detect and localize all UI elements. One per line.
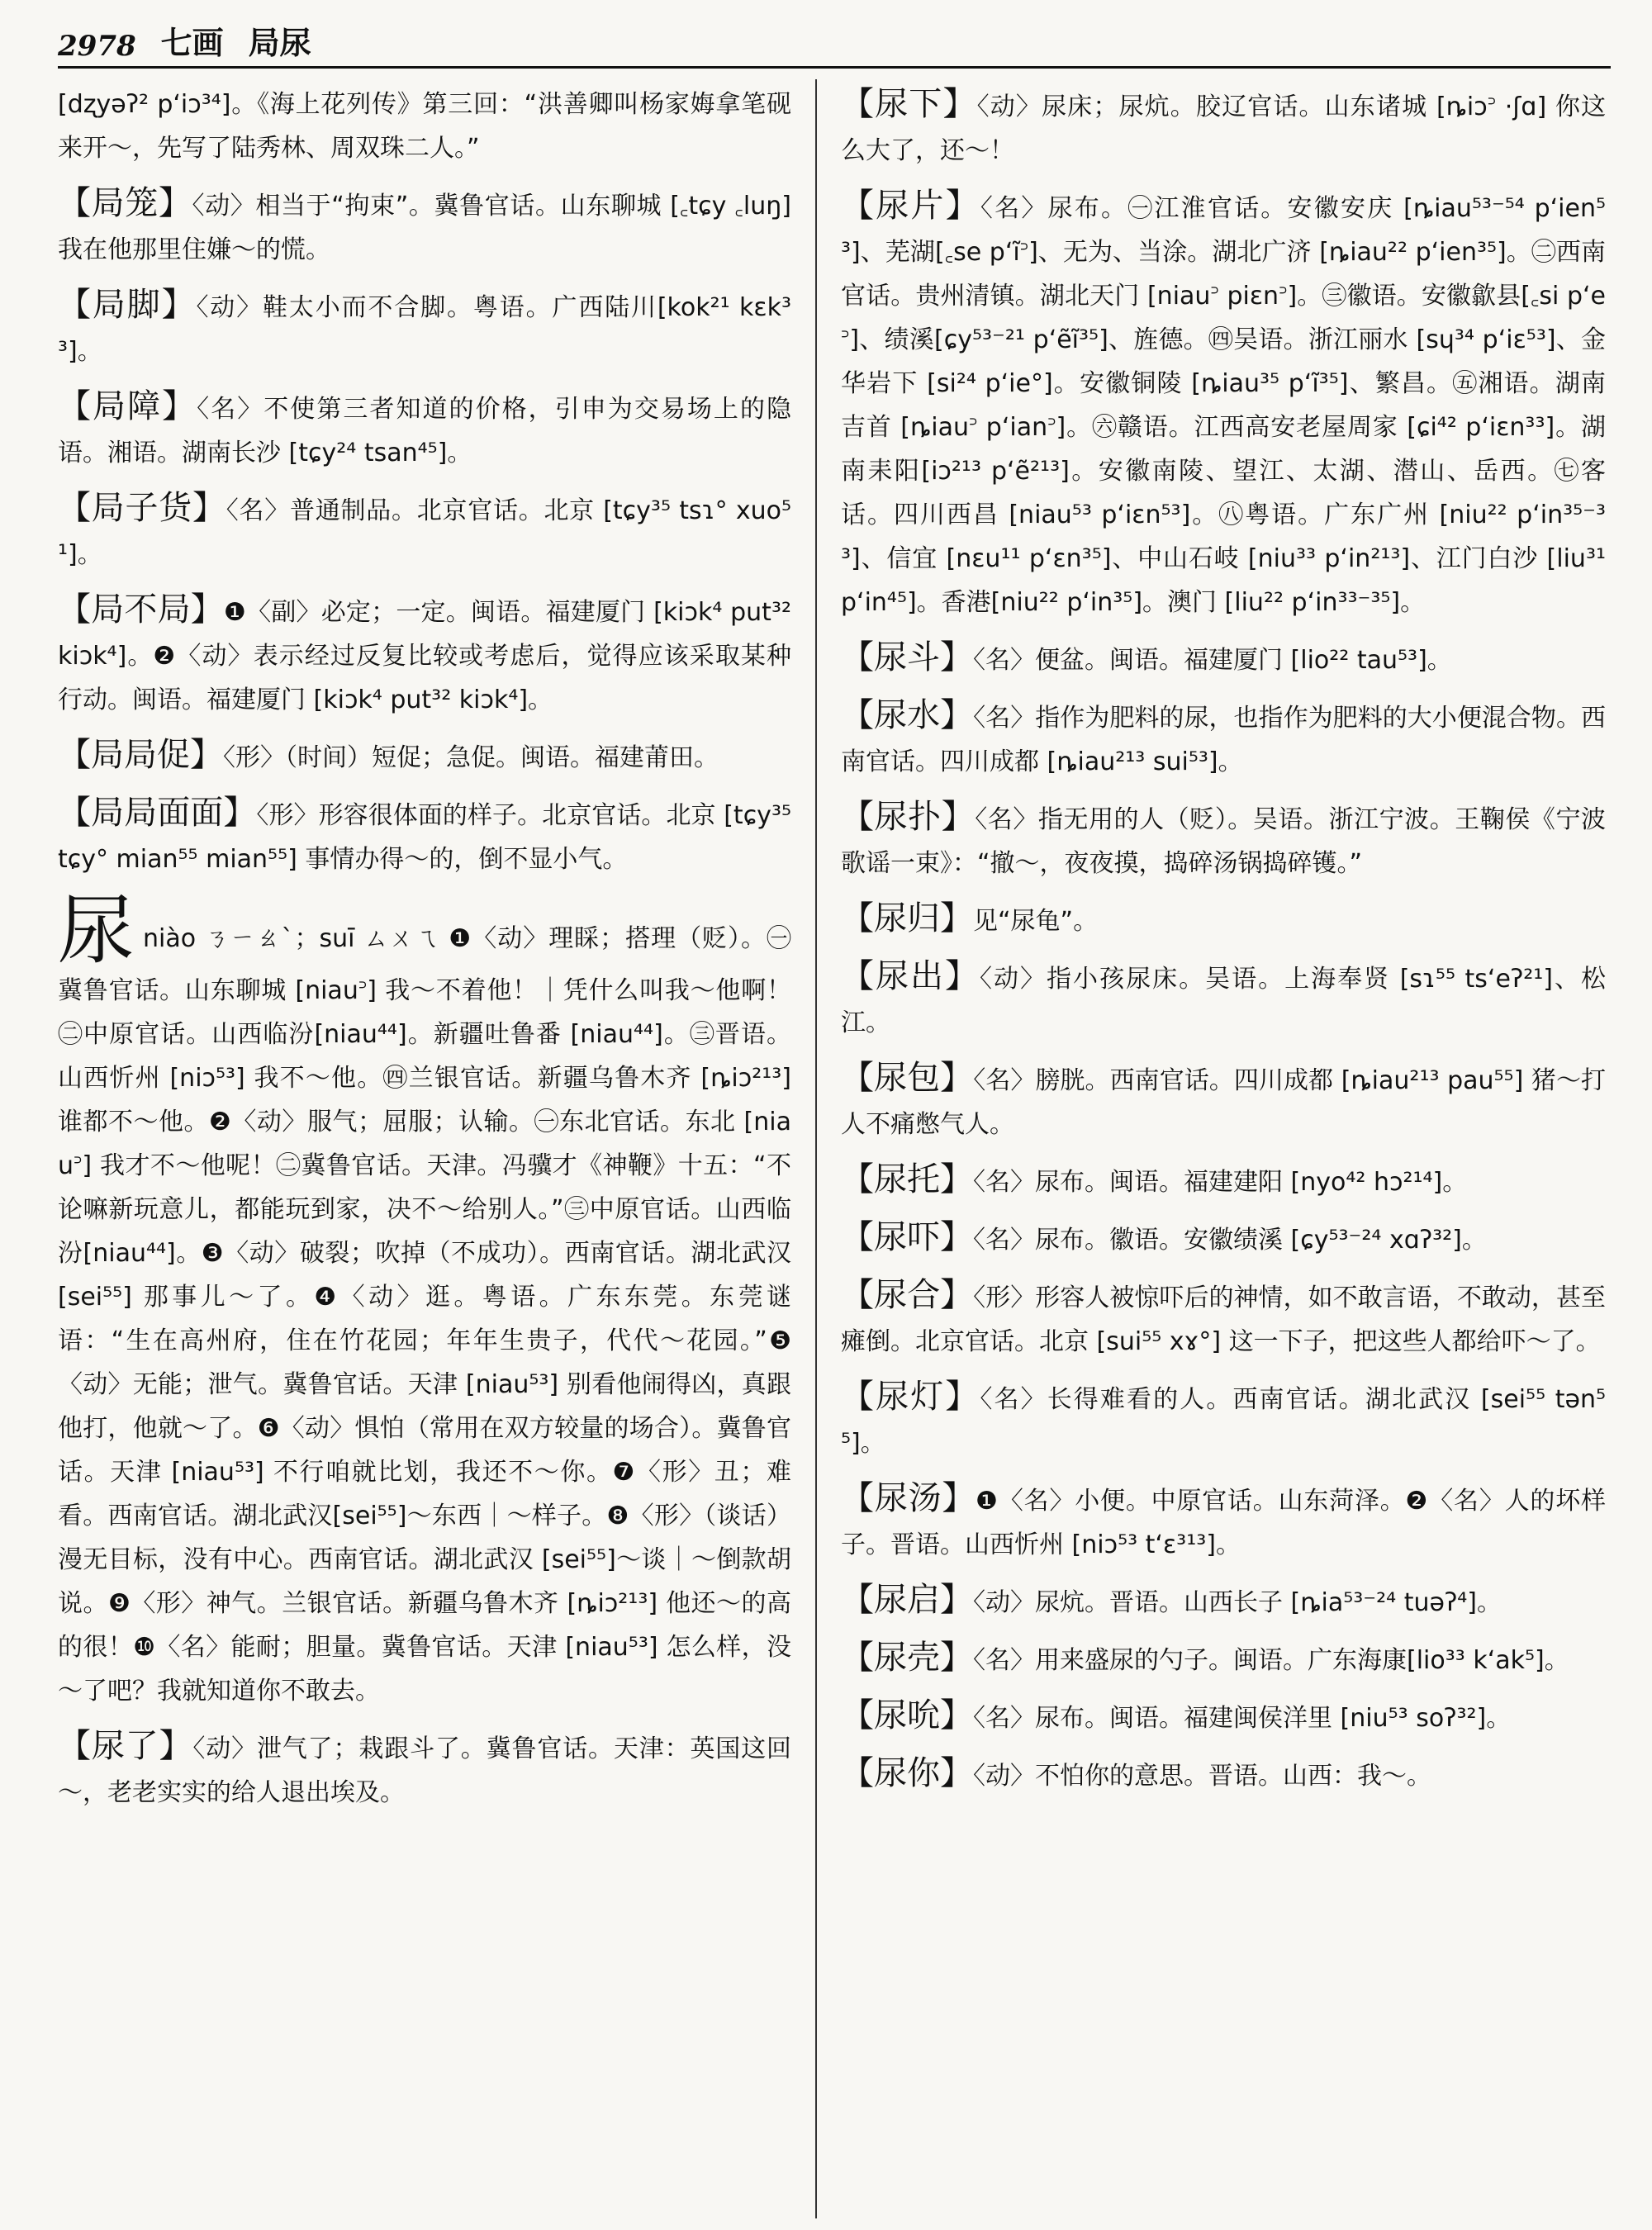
entry-text: 〈动〉不怕你的意思。晋语。山西：我～。 <box>973 1762 1431 1791</box>
dictionary-entry <box>841 83 1606 173</box>
entry-headword: 【尿出】 <box>841 957 980 995</box>
entry-headword: 【尿吓】 <box>841 1218 973 1256</box>
dictionary-entry <box>841 694 1606 784</box>
entry-headword: 【尿壳】 <box>841 1639 973 1677</box>
entry-headword: 【尿归】 <box>841 899 973 937</box>
entry-headword: 【局脚】 <box>58 286 197 324</box>
entry-headword: 【尿吮】 <box>841 1696 973 1734</box>
dictionary-entry <box>841 636 1606 682</box>
dictionary-entry <box>841 1216 1606 1262</box>
dictionary-entry <box>841 1375 1606 1465</box>
entry-continuation <box>58 83 791 170</box>
dictionary-entry <box>841 1274 1606 1364</box>
entry-headword: 【尿下】 <box>841 85 977 123</box>
dictionary-entry <box>58 486 791 576</box>
entry-text: 〈名〉不使第三者知道的价格，引申为交易场上的隐语。湘语。湖南长沙 [tɕy²⁴ tsan⁴⁵]。 <box>58 395 791 467</box>
dictionary-entry <box>58 283 791 373</box>
entry-headword: 【尿灯】 <box>841 1378 980 1416</box>
dictionary-entry <box>58 733 791 780</box>
dictionary-entry <box>841 1694 1606 1740</box>
entry-headword: 【局不局】 <box>58 591 225 629</box>
entry-text: 〈名〉尿布。徽语。安徽绩溪 [ɕy⁵³⁻²⁴ xɑʔ³²]。 <box>973 1226 1487 1255</box>
dictionary-entry <box>841 1158 1606 1204</box>
entry-text: 〈名〉指无用的人（贬）。吴语。浙江宁波。王鞠侯《宁波歌谣一束》：“撤～，夜夜摸，捣碎汤锅捣碎镬。” <box>841 805 1606 878</box>
entry-text: 〈名〉便盆。闽语。福建厦门 [lio²² tau⁵³]。 <box>973 646 1452 675</box>
dictionary-entry <box>841 1636 1606 1682</box>
left-column <box>58 83 791 2213</box>
entry-text: 〈动〉鞋太小而不合脚。粤语。广西陆川[kok²¹ kɛk³³]。 <box>58 293 791 366</box>
page-header <box>58 20 1611 63</box>
entry-text: 〈名〉指作为肥料的尿，也指作为肥料的大小便混合物。西南官话。四川成都 [ȵiau²¹³ sui⁵³]。 <box>841 704 1606 776</box>
section-title: 七画 <box>160 25 224 61</box>
entry-headword: 【尿片】 <box>841 187 980 225</box>
entry-headword: 【尿水】 <box>841 696 974 734</box>
dictionary-entry <box>58 1725 791 1815</box>
dictionary-entry <box>841 1477 1606 1567</box>
dictionary-entry <box>58 588 791 722</box>
entry-text: ❶〈副〉必定；一定。闽语。福建厦门 [kiɔk⁴ put³² kiɔk⁴]。❷〈动〉表示经过反复比较或考虑后，觉得应该采取某种行动。闽语。福建厦门 [kiɔk⁴ put³² kiɔk⁴]。 <box>58 598 791 714</box>
dictionary-entry <box>841 184 1606 624</box>
dictionary-entry <box>841 955 1606 1045</box>
entry-text: 〈名〉用来盛尿的勺子。闽语。广东海康[lio³³ k‘ak⁵]。 <box>973 1646 1569 1675</box>
entry-headword: 【尿汤】 <box>841 1479 976 1517</box>
entry-text: 〈名〉长得难看的人。西南官话。湖北武汉 [sei⁵⁵ tən⁵⁵]。 <box>841 1385 1606 1458</box>
entry-text: 〈名〉普通制品。北京官话。北京 [tɕy³⁵ tsɿ° xuo⁵¹]。 <box>58 496 791 569</box>
entry-text: 〈名〉尿布。闽语。福建建阳 [nyo⁴² hɔ²¹⁴]。 <box>973 1168 1468 1197</box>
header-rule <box>58 66 1611 69</box>
entry-text: 〈形〉（时间）短促；急促。闽语。福建莆田。 <box>223 743 719 772</box>
entry-text: 〈名〉膀胱。西南官话。四川成都 [ȵiau²¹³ pau⁵⁵] 猪～打人不痛憋气人。 <box>841 1066 1606 1139</box>
column-divider <box>815 79 817 2218</box>
dictionary-entry <box>841 1752 1606 1798</box>
page-number: 2978 <box>58 30 136 63</box>
dictionary-entry <box>58 182 791 272</box>
entry-headword: 【尿启】 <box>841 1581 973 1619</box>
dictionary-entry <box>58 385 791 475</box>
entry-text: 〈形〉形容很体面的样子。北京官话。北京 [tɕy³⁵ tɕy° mian⁵⁵ mian⁵⁵] 事情办得～的，倒不显小气。 <box>58 801 791 874</box>
entry-text: 〈动〉尿炕。晋语。山西长子 [ȵia⁵³⁻²⁴ tuəʔ⁴]。 <box>973 1588 1502 1617</box>
entry-headword: 【尿了】 <box>58 1727 193 1765</box>
entry-headword: 【局子货】 <box>58 489 226 527</box>
entry-head-character: 尿 <box>58 886 135 975</box>
dictionary-entry <box>841 1056 1606 1146</box>
dictionary-entry <box>58 791 791 881</box>
entry-text: 〈动〉指小孩尿床。吴语。上海奉贤 [sɿ⁵⁵ ts‘eʔ²¹]、松江。 <box>841 965 1606 1037</box>
entry-headword: 【局笼】 <box>58 184 192 222</box>
right-column <box>841 83 1606 2213</box>
entry-text: [dʐyəʔ² p‘iɔ³⁴]。《海上花列传》第三回：“洪善卿叫杨家娒拿笔砚来开～，先写了陆秀林、周双珠二人。” <box>58 90 791 163</box>
entry-headword: 【局障】 <box>58 387 197 425</box>
entry-headword: 【尿托】 <box>841 1160 973 1198</box>
entry-text: 〈动〉相当于“拘束”。冀鲁官话。山东聊城 [꜀tɕy ꜀luŋ] 我在他那里住嫌～的慌。 <box>58 192 791 264</box>
entry-headword: 【局局面面】 <box>58 794 257 832</box>
entry-text: 〈名〉尿布。闽语。福建闽侯洋里 [niu⁵³ soʔ³²]。 <box>973 1704 1512 1733</box>
entry-text: 〈名〉尿布。㊀江淮官话。安徽安庆 [ȵiau⁵³⁻⁵⁴ p‘ien⁵³]、芜湖[꜀se p‘ĩ꜄]、无为、当涂。湖北广济 [ȵiau²² p‘ien³⁵]。㊁西南官话。贵州清镇。湖北天门 [niau꜄ piɛn꜄]。㊂徽语。安徽歙县[꜀si p‘e꜄]、绩溪[ɕy⁵³⁻²¹ p‘ẽĩ³⁵]、旌德。㊃吴语。浙江丽水 [sɥ³⁴ p‘iɛ⁵³]、金华岩下 [si²⁴ p‘ie°]。安徽铜陵 [ȵiau³⁵ p‘ĩ³⁵]、繁昌。㊄湘语。湖南吉首 [ȵiau꜄ p‘ian꜄]。㊅赣语。江西高安老屋周家 [ɕi⁴² p‘iɛn³³]。湖南耒阳[iɔ²¹³ p‘ẽ²¹³]。安徽南陵、望江、太湖、潜山、岳西。㊆客话。四川西昌 [niau⁵³ p‘iɛn⁵³]。㊇粤语。广东广州 [niu²² p‘in³⁵⁻³³]、信宜 [nɛu¹¹ p‘ɛn³⁵]、中山石岐 [niu³³ p‘in²¹³]、江门白沙 [liu³¹ p‘in⁴⁵]。香港[niu²² p‘in³⁵]。澳门 [liu²² p‘in³³⁻³⁵]。 <box>841 194 1606 617</box>
dictionary-entry <box>841 795 1606 885</box>
entry-text: ❶〈名〉小便。中原官话。山东菏泽。❷〈名〉人的坏样子。晋语。山西忻州 [niɔ⁵³ t‘ɛ³¹³]。 <box>841 1487 1606 1559</box>
entry-text: 〈动〉尿床；尿炕。胶辽官话。山东诸城 [ȵiɔ꜄ ·ʃɑ] 你这么大了，还～！ <box>841 93 1606 165</box>
header-characters: 局尿 <box>248 25 311 61</box>
entry-headword: 【尿合】 <box>841 1276 974 1314</box>
entry-headword: 【尿包】 <box>841 1059 974 1097</box>
entry-text: 〈动〉泄气了；栽跟斗了。冀鲁官话。天津：英国这回～，老老实实的给人退出埃及。 <box>58 1734 791 1807</box>
entry-text: 见“尿龟”。 <box>973 907 1099 936</box>
character-entry <box>58 886 791 1713</box>
entry-headword: 【尿扑】 <box>841 798 976 836</box>
entry-headword: 【局局促】 <box>58 736 223 774</box>
dictionary-entry <box>841 1578 1606 1625</box>
entry-text: 〈形〉形容人被惊吓后的神情，如不敢言语，不敢动，甚至瘫倒。北京官话。北京 [sui⁵⁵ xɤ°] 这一下子，把这些人都给吓～了。 <box>841 1283 1606 1356</box>
dictionary-entry <box>841 897 1606 943</box>
entry-headword: 【尿你】 <box>841 1754 973 1792</box>
entry-headword: 【尿斗】 <box>841 638 973 676</box>
entry-text: niào ㄋㄧㄠˋ；suī ㄙㄨㄟ ❶〈动〉理睬；搭理（贬）。㊀冀鲁官话。山东聊城 [niau꜄] 我～不着他！｜凭什么叫我～他啊！㊁中原官话。山西临汾[niau⁴⁴]。新疆吐鲁番 [niau⁴⁴]。㊂晋语。山西忻州 [niɔ⁵³] 我不～他。㊃兰银官话。新疆乌鲁木齐 [ȵiɔ²¹³] 谁都不～他。❷〈动〉服气；屈服；认输。㊀东北官话。东北 [niau꜄] 我才不～他呢！㊁冀鲁官话。天津。冯骥才《神鞭》十五：“不论嘛新玩意儿，都能玩到家，决不～给别人。”㊂中原官话。山西临汾[niau⁴⁴]。❸〈动〉破裂；吹掉（不成功）。西南官话。湖北武汉 [sei⁵⁵] 那事儿～了。❹〈动〉逛。粤语。广东东莞。东莞谜语：“生在高州府，住在竹花园；年年生贵子，代代～花园。”❺〈动〉无能；泄气。冀鲁官话。天津 [niau⁵³] 别看他闹得凶，真跟他打，他就～了。❻〈动〉惧怕（常用在双方较量的场合）。冀鲁官话。天津 [niau⁵³] 不行咱就比划，我还不～你。❼〈形〉丑；难看。西南官话。湖北武汉[sei⁵⁵]～东西｜～样子。❽〈形〉（谈话）漫无目标，没有中心。西南官话。湖北武汉 [sei⁵⁵]～谈｜～倒款胡说。❾〈形〉神气。兰银官话。新疆乌鲁木齐 [ȵiɔ²¹³] 他还～的高的很！❿〈名〉能耐；胆量。冀鲁官话。天津 [niau⁵³] 怎么样，没～了吧？我就知道你不敢去。 <box>58 924 791 1706</box>
